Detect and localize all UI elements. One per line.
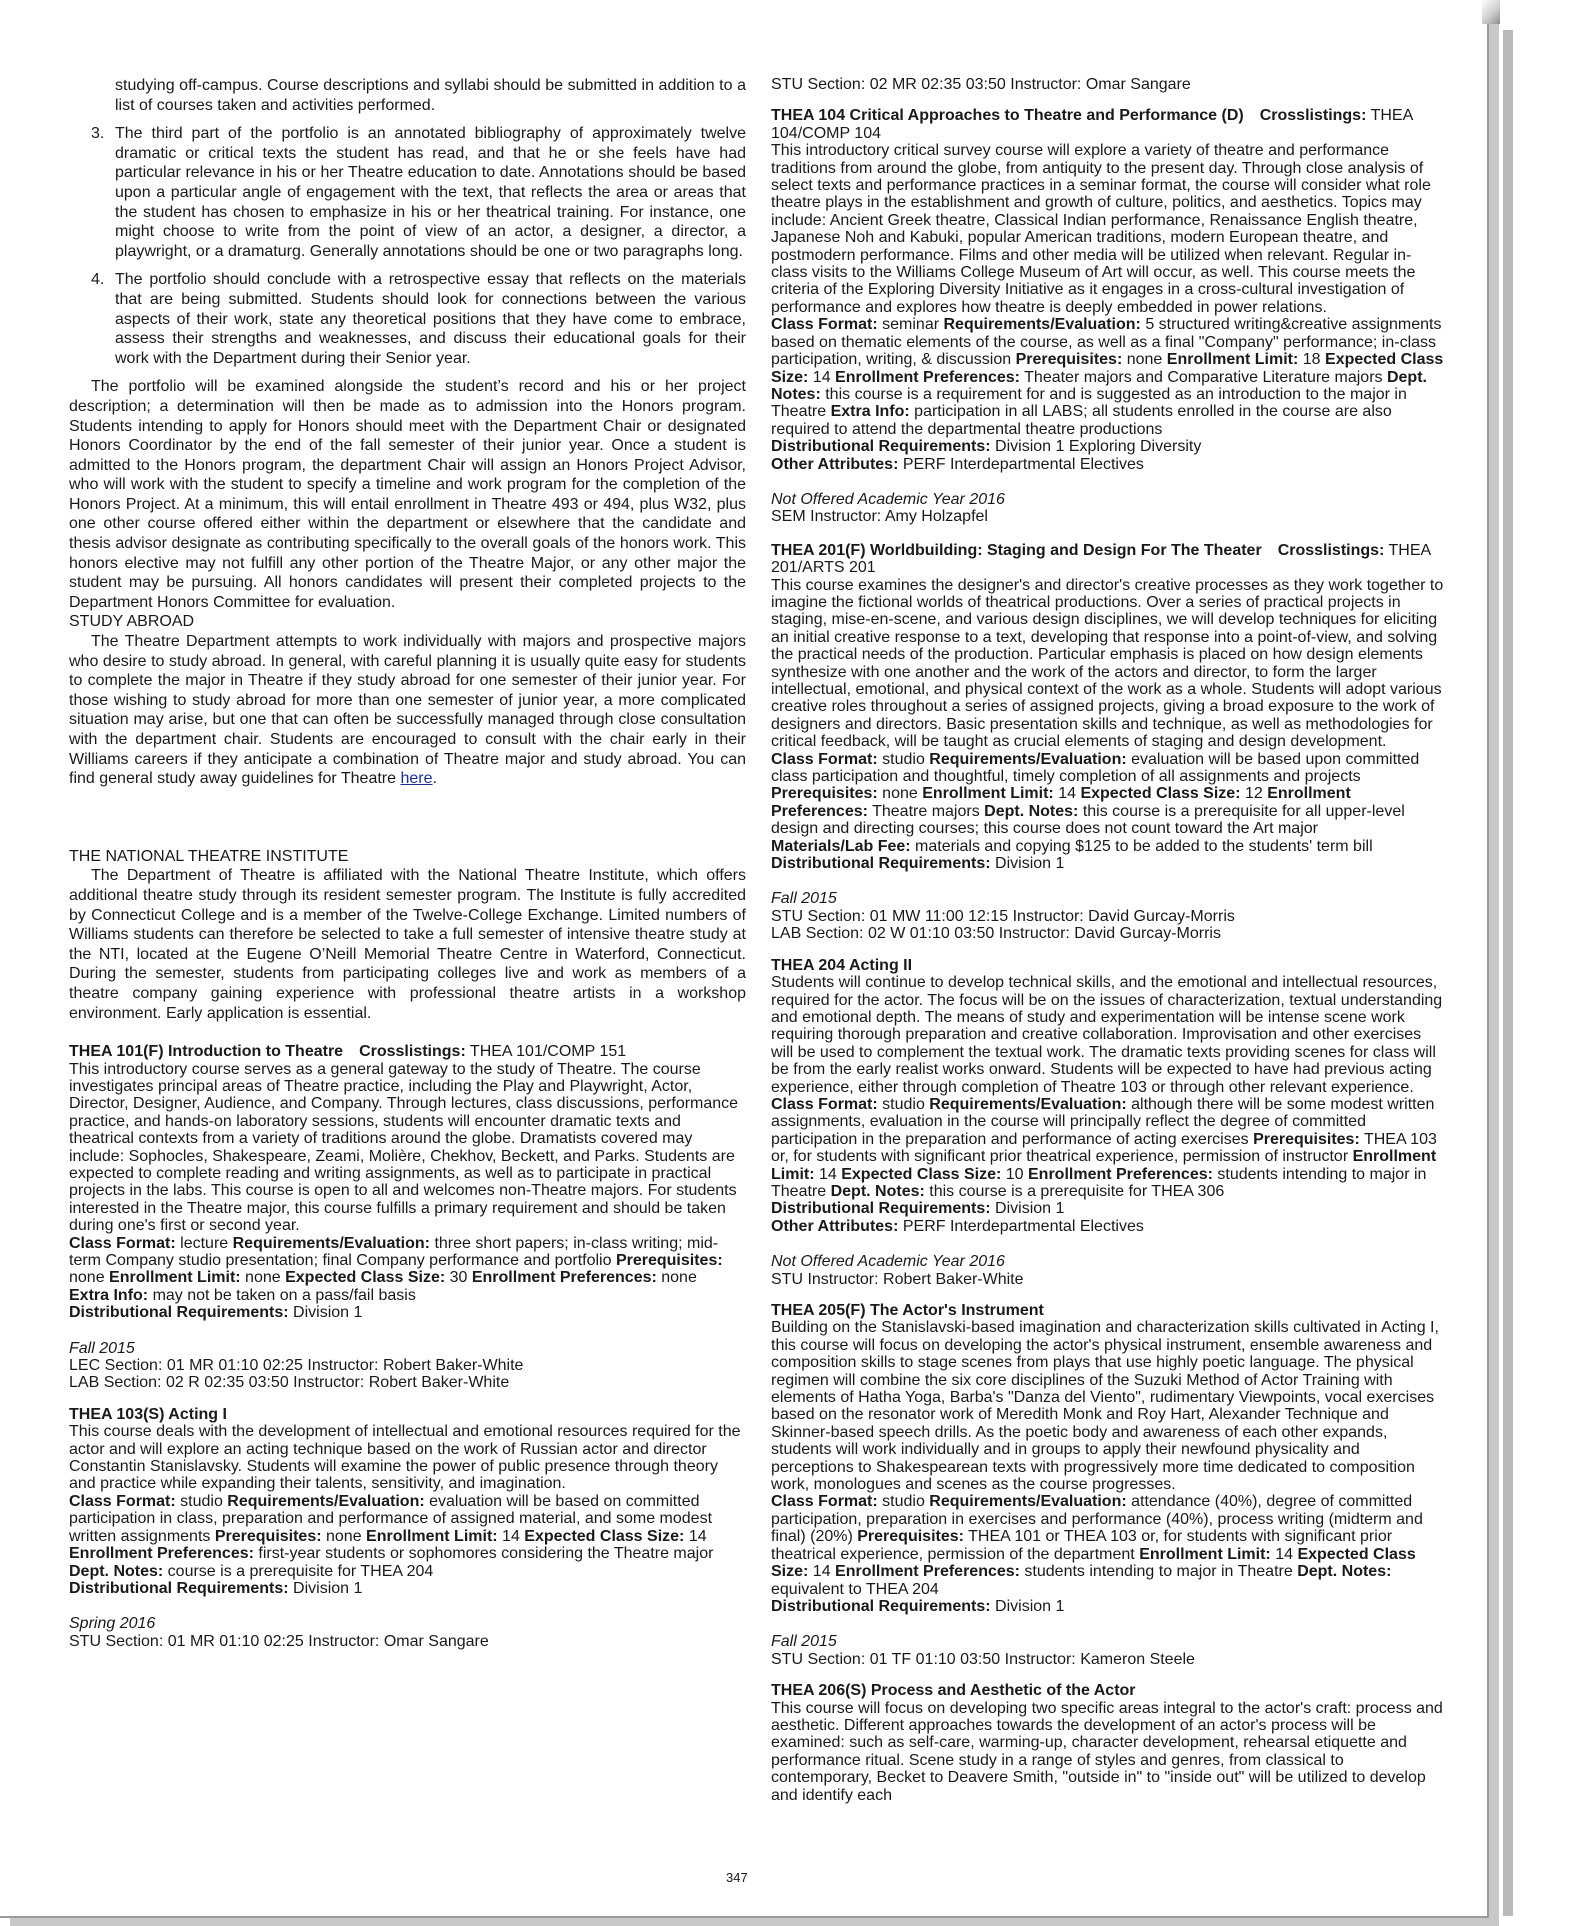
prerequisites-label: Prerequisites: bbox=[214, 1527, 322, 1545]
course-thea-205 bbox=[771, 1302, 1446, 1668]
class-size-value: 14 bbox=[684, 1527, 707, 1545]
portfolio-item-2-tail: studying off-campus. Course descriptions and syllabi should be submitted in addition to a list of courses taken and activities performed. bbox=[115, 77, 746, 114]
distributional-requirements bbox=[771, 438, 1446, 455]
prerequisites-label: Prerequisites: bbox=[1253, 1130, 1360, 1148]
class-size-value: 10 bbox=[1001, 1165, 1028, 1183]
study-abroad-heading: STUDY ABROAD bbox=[69, 613, 195, 631]
class-format-value: lecture bbox=[175, 1234, 233, 1252]
class-size-label: Expected Class Size: bbox=[1080, 785, 1241, 803]
distributional-label: Distributional Requirements: bbox=[69, 1304, 289, 1322]
portfolio-list bbox=[69, 124, 746, 368]
materials-fee-label: Materials/Lab Fee: bbox=[771, 837, 911, 855]
term: Fall 2015 bbox=[771, 890, 837, 908]
term: Not Offered Academic Year 2016 bbox=[771, 1253, 1005, 1271]
distributional-requirements bbox=[69, 1304, 746, 1321]
crosslistings-label: Crosslistings: bbox=[1259, 107, 1367, 125]
extra-info-value: participation in all LABS; all students enrolled in the course are also required to attend the departmental theatre productions bbox=[771, 403, 1392, 438]
prerequisites-value: none bbox=[877, 785, 923, 803]
class-size-label: Expected Class Size: bbox=[285, 1269, 446, 1287]
class-format-label: Class Format: bbox=[771, 1095, 878, 1113]
course-details bbox=[771, 1096, 1446, 1200]
enrollment-preferences-label: Enrollment Preferences: bbox=[471, 1269, 657, 1287]
prerequisites-value: THEA 101 or THEA 103 or, for students with significant prior theatrical experience, permission of the department bbox=[771, 1528, 1393, 1563]
enrollment-limit-value: 14 bbox=[1270, 1545, 1298, 1563]
offering bbox=[771, 491, 1446, 526]
study-abroad-text: The Theatre Department attempts to work individually with majors and prospective majors who desire to study abroad. In general, with careful planning it is usually quite easy for students to complete the major in Theatre if they study abroad for one semester of their junior year. For those wishing to study abroad for more than one semester of junior year, a more complicated situation may arise, but one that can often be successfully managed through close consultation with the department chair. Students are encouraged to consult with the chair early in their Williams careers if they anticipate a combination of Theatre major and study abroad. You can find general study away guidelines for Theatre bbox=[69, 633, 746, 788]
requirements-value: three short papers; in-class writing; mid-term Company studio presentation; final Company performance and portfolio bbox=[69, 1234, 719, 1269]
enrollment-limit-value: 14 bbox=[814, 1165, 842, 1183]
class-format-label: Class Format: bbox=[69, 1492, 176, 1510]
course-description: This course deals with the development of intellectual and emotional resources required for the actor and will explore an acting technique based on the work of Russian actor and director Constantin Stanislavsky. Students will examine the power of public presence through theory and practice while expanding their talents, sensitivity, and imagination. bbox=[69, 1423, 741, 1493]
enrollment-preferences-value: none bbox=[656, 1269, 697, 1287]
extra-info-label: Extra Info: bbox=[69, 1286, 149, 1304]
prerequisites-label: Prerequisites: bbox=[857, 1528, 964, 1546]
spacer bbox=[69, 789, 746, 847]
requirements-label: Requirements/Evaluation: bbox=[227, 1492, 425, 1510]
prerequisites-value: none bbox=[321, 1527, 367, 1545]
course-description: This course examines the designer's and director's creative processes as they work together to imagine the fictional worlds of theatrical productions. Over a series of practical projects in staging, mise-en-scene, and various design disciplines, we will develop techniques for eliciting an initial creative response to a text, developing that response into a point-of-view, and solving the practical needs of the production. Particular emphasis is placed on how design elements synthesize with one another and the work of the actors and director, to form the larger intellectual, emotional, and physical context of the work as a whole. Students will adopt various creative roles throughout a series of assigned projects, giving a broad exposure to the work of designers and directors. Basic presentation skills and technique, as well as methodologies for critical feedback, will be taught as crucial elements of staging and design development. bbox=[771, 576, 1444, 751]
course-title: THEA 205(F) The Actor's Instrument bbox=[771, 1302, 1044, 1319]
course-title: THEA 204 Acting II bbox=[771, 956, 913, 974]
dept-notes-value: this course is a requirement for and is suggested as an introduction to the major in Theatre bbox=[771, 385, 1407, 421]
course-details bbox=[69, 1235, 746, 1287]
course-title: THEA 104 Critical Approaches to Theatre and Performance (D) bbox=[771, 107, 1244, 125]
crosslistings-value: THEA 104/COMP 104 bbox=[771, 107, 1413, 142]
term: Fall 2015 bbox=[69, 1339, 135, 1357]
distributional-requirements bbox=[771, 1598, 1446, 1615]
course-details bbox=[771, 1493, 1446, 1597]
enrollment-preferences-value: first-year students or sophomores considering the Theatre major bbox=[253, 1545, 714, 1563]
course-title: THEA 101(F) Introduction to Theatre bbox=[69, 1043, 344, 1061]
term: Spring 2016 bbox=[69, 1615, 156, 1633]
class-size-label: Expected Class Size: bbox=[841, 1165, 1002, 1183]
enrollment-limit-value: 14 bbox=[1053, 785, 1081, 803]
term: Not Offered Academic Year 2016 bbox=[771, 490, 1005, 508]
study-away-guidelines-link[interactable]: here bbox=[400, 770, 433, 788]
prerequisites-label: Prerequisites: bbox=[615, 1252, 723, 1269]
dept-notes-value: this course is a prerequisite for THEA 306 bbox=[924, 1182, 1225, 1200]
enrollment-preferences-label: Enrollment Preferences: bbox=[835, 1563, 1020, 1581]
dept-notes-label: Dept. Notes: bbox=[1297, 1563, 1392, 1581]
enrollment-preferences-value: Theatre majors bbox=[867, 802, 985, 820]
term: Fall 2015 bbox=[771, 1633, 837, 1651]
requirements-value: evaluation will be based upon committed class participation and thoughtful, timely completion of all assignments and projects bbox=[771, 750, 1420, 786]
offering bbox=[69, 1615, 746, 1650]
list-item-text: The portfolio should conclude with a retrospective essay that reflects on the materials that are being submitted. Students should look for connections between the various aspects of their work, state any theoretical positions that they have come to embrace, assess their strengths and weaknesses, and discuss their educational goals for their work with the Department during their Senior year. bbox=[115, 271, 746, 367]
distributional-value: Division 1 bbox=[288, 1579, 363, 1597]
class-size-value: 30 bbox=[445, 1269, 472, 1287]
enrollment-limit-label: Enrollment Limit: bbox=[366, 1527, 498, 1545]
enrollment-limit-label: Enrollment Limit: bbox=[1166, 351, 1299, 369]
distributional-value: Division 1 bbox=[990, 1200, 1065, 1218]
other-attributes-value: PERF Interdepartmental Electives bbox=[898, 455, 1144, 473]
study-abroad-period: . bbox=[432, 770, 437, 788]
dept-notes-label: Dept. Notes: bbox=[771, 368, 1427, 403]
course-description: Building on the Stanislavski-based imagination and characterization skills cultivated in Acting I, this course will focus on developing the actor's physical instrument, ensemble awareness and composition skills to stage scenes from plays that use highly poetic language. The physical regimen will combine the six core disciplines of the Suzuki Method of Actor Training with elements of Hatha Yoga, Barba's "Danza del Viento", rudimentary Viewpoints, vocal exercises based on the resonator work of Meredith Monk and Roy Hart, Alexander Technique and Skinner-based speech drills. As the poetic body and awareness of each other expands, students will work individually and in groups to apply their newfound physicality and perceptions to Shakespearean texts with progressively more time dedicated to composition work, monologues and scenes as the course progresses. bbox=[771, 1319, 1439, 1494]
course-thea-204 bbox=[771, 957, 1446, 1288]
distributional-value: Division 1 bbox=[990, 1597, 1065, 1615]
course-heading bbox=[771, 1302, 1446, 1319]
distributional-label: Distributional Requirements: bbox=[771, 855, 991, 873]
prerequisites-label: Prerequisites: bbox=[771, 785, 878, 803]
materials-fee bbox=[771, 838, 1446, 855]
list-number: 3. bbox=[91, 125, 105, 143]
nti-heading: THE NATIONAL THEATRE INSTITUTE bbox=[69, 847, 349, 865]
class-format-value: studio bbox=[877, 1095, 930, 1113]
page-number: 347 bbox=[726, 1870, 748, 1885]
course-heading bbox=[69, 1406, 746, 1423]
crosslistings-label: Crosslistings: bbox=[359, 1043, 466, 1061]
class-format-value: studio bbox=[877, 750, 930, 768]
dept-notes-value: this course is a prerequisite for all upper-level design and directing courses; this course does not count toward the Art major bbox=[771, 802, 1405, 838]
requirements-value: 5 structured writing&creative assignments based on thematic elements of the course, as well as a final "Company" performance; in-class participation, writing, & discussion bbox=[771, 316, 1442, 369]
section-line: SEM Instructor: Amy Holzapfel bbox=[771, 508, 988, 526]
offering bbox=[771, 890, 1446, 942]
course-details bbox=[771, 316, 1446, 438]
extra-info bbox=[69, 1287, 746, 1304]
course-title: THEA 103(S) Acting I bbox=[69, 1405, 227, 1423]
prerequisites-value: none bbox=[69, 1269, 110, 1287]
page-curl-corner bbox=[1482, 0, 1500, 24]
course-title: THEA 206(S) Process and Aesthetic of the Actor bbox=[771, 1682, 1136, 1700]
class-size-label: Expected Class Size: bbox=[771, 351, 1444, 386]
extra-info-label: Extra Info: bbox=[830, 403, 910, 421]
section-line: LAB Section: 02 W 01:10 03:50 Instructor: David Gurcay-Morris bbox=[771, 925, 1221, 943]
class-size-value: 12 bbox=[1240, 785, 1268, 803]
course-thea-201 bbox=[771, 542, 1446, 943]
enrollment-limit-value: 14 bbox=[497, 1527, 525, 1545]
section-line: STU Section: 01 TF 01:10 03:50 Instructor: Kameron Steele bbox=[771, 1650, 1195, 1668]
class-size-label: Expected Class Size: bbox=[771, 1545, 1416, 1581]
prerequisites-value: THEA 103 or, for students with significant prior theatrical experience, permission of instructor bbox=[771, 1130, 1437, 1166]
section-line: STU Section: 01 MW 11:00 12:15 Instructor: David Gurcay-Morris bbox=[771, 907, 1235, 925]
requirements-label: Requirements/Evaluation: bbox=[929, 750, 1127, 768]
class-format-label: Class Format: bbox=[771, 1493, 878, 1511]
section-line: LEC Section: 01 MR 01:10 02:25 Instructor: Robert Baker-White bbox=[69, 1357, 524, 1375]
course-thea-101 bbox=[69, 1043, 746, 1392]
section-line: STU Instructor: Robert Baker-White bbox=[771, 1270, 1024, 1288]
portfolio-item-4 bbox=[69, 270, 746, 368]
requirements-label: Requirements/Evaluation: bbox=[929, 1095, 1127, 1113]
distributional-value: Division 1 bbox=[990, 855, 1065, 873]
section-line: LAB Section: 02 R 02:35 03:50 Instructor: Robert Baker-White bbox=[69, 1374, 510, 1392]
enrollment-limit-label: Enrollment Limit: bbox=[771, 1148, 1437, 1183]
enrollment-limit-value: 18 bbox=[1298, 351, 1326, 369]
prerequisites-label: Prerequisites: bbox=[1015, 351, 1123, 369]
course-details bbox=[771, 751, 1446, 786]
enrollment-limit-value: none bbox=[240, 1269, 286, 1287]
course-thea-104 bbox=[771, 107, 1446, 525]
requirements-value: although there will be some modest written assignments, evaluation in the course will principally reflect the degree of committed participation in the preparation and performance of acting exercises bbox=[771, 1095, 1435, 1148]
other-attributes bbox=[771, 1218, 1446, 1235]
requirements-label: Requirements/Evaluation: bbox=[943, 316, 1141, 334]
scrollbar-track[interactable] bbox=[1503, 30, 1513, 1916]
course-description: Students will continue to develop technical skills, and the emotional and intellectual resources, required for the actor. The focus will be on the issues of characterization, textual understanding and emotional depth. The means of study and experimentation will be intense scene work requiring thorough preparation and creative collaboration. Improvisation and other exercises will be used to complement the textual work. The dramatic texts providing scenes for class will be from the early realist works onward. Students will be expected to have had previous acting experience, either through completion of Theatre 103 or through other relevant experience. bbox=[771, 974, 1443, 1096]
dept-notes-label: Dept. Notes: bbox=[69, 1562, 164, 1580]
offering bbox=[771, 1633, 1446, 1668]
course-description: This course will focus on developing two specific areas integral to the actor's craft: process and aesthetic. Different approaches towards the development of an actor's process will be examined: such as self-care, warming-up, character development, rehearsal etiquette and performance ritual. Scene study in a range of styles and genres, from classical to contemporary, Becket to Deavere Smith, "outside in" to "inside out" will be utilized to develop and identify each bbox=[771, 1699, 1443, 1804]
honors-paragraph: The portfolio will be examined alongside the student’s record and his or her project description; a determination will then be made as to admission into the Honors program. Students intending to apply for Honors should meet with the Department Chair or designated Honors Coordinator by the end of the fall semester of their junior year. Once a student is admitted to the Honors program, the department Chair will assign an Honors Project Advisor, who will work with the student to specify a timeline and work program for the completion of the Honors Project. At a minimum, this will entail enrollment in Theatre 493 or 494, plus W32, plus one other course offered either within the department or elsewhere that the candidate and thesis advisor designate as contributing specifically to the overall goals of the honors work. This honors elective may not fulfill any other portion of the Theatre Major, or any other major the student may be pursuing. All honors candidates will present their completed projects to the Department Honors Committee for evaluation. bbox=[69, 378, 746, 611]
crosslistings-label: Crosslistings: bbox=[1277, 541, 1385, 559]
course-details bbox=[69, 1493, 746, 1580]
enrollment-preferences-value: students intending to major in Theatre bbox=[1019, 1563, 1298, 1581]
section-line: STU Section: 01 MR 01:10 02:25 Instructor: Omar Sangare bbox=[69, 1632, 489, 1650]
course-heading bbox=[771, 542, 1446, 577]
crosslistings-value: THEA 101/COMP 151 bbox=[465, 1043, 627, 1061]
other-attributes-label: Other Attributes: bbox=[771, 455, 899, 473]
enrollment-limit-label: Enrollment Limit: bbox=[1139, 1545, 1271, 1563]
prerequisites-value: none bbox=[1122, 351, 1167, 369]
class-format-label: Class Format: bbox=[771, 316, 878, 334]
distributional-value: Division 1 bbox=[288, 1304, 363, 1322]
requirements-value: evaluation will be based on committed participation in class, preparation and performance of assigned material, and some modest written assignments bbox=[69, 1492, 713, 1545]
class-size-label: Expected Class Size: bbox=[524, 1527, 685, 1545]
requirements-label: Requirements/Evaluation: bbox=[929, 1493, 1127, 1511]
distributional-requirements bbox=[771, 855, 1446, 872]
other-attributes-value: PERF Interdepartmental Electives bbox=[898, 1217, 1144, 1235]
enrollment-preferences-label: Enrollment Preferences: bbox=[1028, 1165, 1213, 1183]
other-attributes-label: Other Attributes: bbox=[771, 1217, 899, 1235]
study-abroad-paragraph bbox=[69, 632, 746, 789]
class-format-value: seminar bbox=[877, 316, 944, 334]
course-description: This introductory critical survey course will explore a variety of theatre and performance traditions from around the globe, from antiquity to the present day. Through close analysis of select texts and performance practices in a seminar format, the course will consider what role theatre plays in the establishment and growth of culture, politics, and aesthetics. Topics may include: Ancient Greek theatre, Classical Indian performance, Renaissance English theatre, Japanese Noh and Kabuki, popular American traditions, modern European theatre, and postmodern performance. Films and other media will be utilized when relevant. Regular in-class visits to the Williams College Museum of Art will occur, as well. This course meets the criteria of the Exploring Diversity Initiative as it engages in a cross-cultural investigation of performance and explores how theatre is deeply embedded in power relations. bbox=[771, 142, 1431, 316]
enrollment-preferences-label: Enrollment Preferences: bbox=[835, 368, 1020, 386]
portfolio-item-3 bbox=[69, 124, 746, 261]
requirements-label: Requirements/Evaluation: bbox=[232, 1234, 430, 1252]
enrollment-preferences-value: Theater majors and Comparative Literature majors bbox=[1019, 368, 1387, 386]
section-line: STU Section: 02 MR 02:35 03:50 Instructor: Omar Sangare bbox=[771, 76, 1191, 93]
offering bbox=[69, 1340, 746, 1392]
course-description: This introductory course serves as a general gateway to the study of Theatre. The course investigates principal areas of Theatre practice, including the Play and Playwright, Actor, Director, Designer, Audience, and Company. Through lectures, class discussions, performance practice, and hands-on laboratory sessions, students will encounter dramatic texts and theatrical contexts from a variety of traditions around the globe. Dramatists covered may include: Sophocles, Shakespeare, Zeami, Molière, Chekhov, Beckett, and Parks. Students are expected to complete reading and writing assignments, as well as to participate in practical projects in the labs. This course is open to all and welcomes non-Theatre majors. For students interested in the Theatre major, this course fulfills a primary requirement and should be taken during one's first or second year. bbox=[69, 1060, 739, 1235]
enrollment-limit-label: Enrollment Limit: bbox=[109, 1269, 241, 1287]
extra-info-value: may not be taken on a pass/fail basis bbox=[148, 1286, 416, 1304]
materials-fee-value: materials and copying $125 to be added to the students' term bill bbox=[910, 837, 1373, 855]
list-number: 4. bbox=[91, 271, 105, 289]
distributional-requirements bbox=[771, 1200, 1446, 1217]
crosslistings-value: THEA 201/ARTS 201 bbox=[771, 541, 1431, 577]
right-column bbox=[771, 76, 1446, 1804]
course-thea-103 bbox=[69, 1406, 746, 1650]
class-format-value: studio bbox=[175, 1492, 228, 1510]
dept-notes-value: equivalent to THEA 204 bbox=[771, 1580, 939, 1598]
left-column bbox=[69, 76, 746, 1650]
course-heading bbox=[771, 957, 1446, 974]
enrollment-preferences-label: Enrollment Preferences: bbox=[69, 1545, 254, 1563]
class-format-value: studio bbox=[877, 1493, 930, 1511]
distributional-requirements bbox=[69, 1580, 746, 1597]
nti-paragraph: The Department of Theatre is affiliated with the National Theatre Institute, which offers additional theatre study through its resident semester program. The Institute is fully accredited by Connecticut College and is a member of the Twelve-College Exchange. Limited numbers of Williams students can therefore be selected to take a full semester of intensive theatre study at the NTI, located at the Eugene O’Neill Memorial Theatre Centre in Waterford, Connecticut. During the semester, students from participating colleges live and work as members of a theatre company gaining experience with professional theatre artists in a workshop environment. Early application is essential. bbox=[69, 867, 746, 1022]
class-size-value: 14 bbox=[808, 1563, 836, 1581]
list-item-text: The third part of the portfolio is an annotated bibliography of approximately twelve dramatic or critical texts the student has read, and that he or she feels have had particular relevance in his or her Theatre education to date. Annotations should be based upon a particular angle of engagement with the text, that reflects the area or areas that the student has chosen to emphasize in his or her theatrical training. For instance, one might choose to write from the point of view of an actor, a designer, a director, a playwright, or a dramaturg. Generally annotations should be one or two paragraphs long. bbox=[115, 125, 746, 260]
other-attributes bbox=[771, 456, 1446, 473]
enrollment-limit-label: Enrollment Limit: bbox=[922, 785, 1054, 803]
class-size-value: 14 bbox=[808, 368, 836, 386]
enrollment-preferences-label: Enrollment Preferences: bbox=[771, 785, 1351, 820]
course-heading bbox=[771, 107, 1446, 142]
class-format-label: Class Format: bbox=[771, 750, 878, 768]
offering bbox=[771, 1253, 1446, 1288]
distributional-value: Division 1 Exploring Diversity bbox=[990, 438, 1202, 456]
enrollment-preferences-value: students intending to major in Theatre bbox=[771, 1165, 1427, 1200]
distributional-label: Distributional Requirements: bbox=[771, 1597, 991, 1615]
dept-notes-label: Dept. Notes: bbox=[830, 1182, 925, 1200]
course-thea-206 bbox=[771, 1682, 1446, 1804]
class-format-label: Class Format: bbox=[69, 1234, 176, 1252]
course-title: THEA 201(F) Worldbuilding: Staging and Design For The Theater bbox=[771, 541, 1262, 559]
distributional-label: Distributional Requirements: bbox=[771, 438, 991, 456]
dept-notes-label: Dept. Notes: bbox=[984, 802, 1079, 820]
distributional-label: Distributional Requirements: bbox=[69, 1579, 289, 1597]
course-details-2 bbox=[771, 785, 1446, 837]
distributional-label: Distributional Requirements: bbox=[771, 1200, 991, 1218]
course-heading bbox=[69, 1043, 746, 1060]
requirements-value: attendance (40%), degree of committed participation, preparation in exercises and performance (40%), process writing (midterm and final) (20%) bbox=[771, 1493, 1423, 1546]
dept-notes-value: course is a prerequisite for THEA 204 bbox=[163, 1562, 434, 1580]
course-heading bbox=[771, 1682, 1446, 1699]
